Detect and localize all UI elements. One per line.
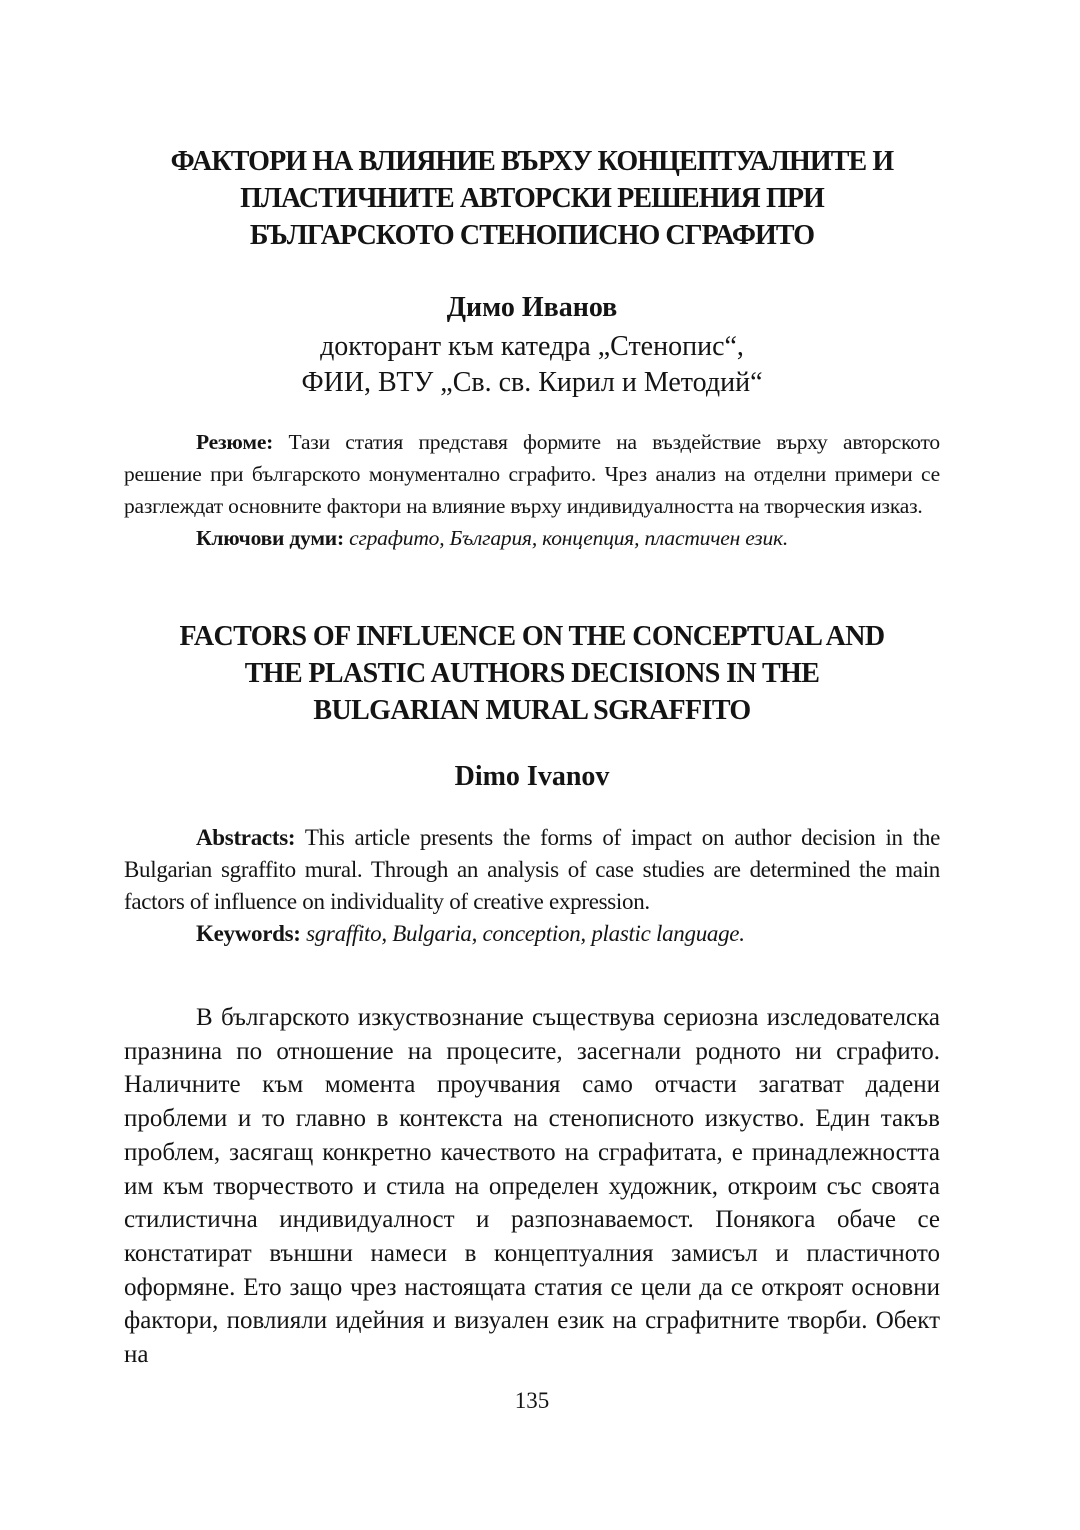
keywords-bg-label: Ключови думи:: [196, 526, 344, 550]
body-text: [124, 1001, 940, 1372]
title-bulgarian: [124, 143, 940, 254]
title-bg-line-1: ФАКТОРИ НА ВЛИЯНИЕ ВЪРХУ КОНЦЕПТУАЛНИТЕ И: [170, 146, 894, 177]
keywords-bg: [124, 522, 940, 554]
title-en-line-3: BULGARIAN MURAL SGRAFFITO: [313, 695, 751, 726]
keywords-en-label: Keywords:: [196, 921, 301, 946]
title-bg-line-2: ПЛАСТИЧНИТЕ АВТОРСКИ РЕШЕНИЯ ПРИ: [240, 183, 824, 214]
abstract-bg-block: [124, 426, 940, 554]
affiliation-line-2: ФИИ, ВТУ „Св. св. Кирил и Методий“: [301, 367, 763, 398]
abstract-bg: [124, 426, 940, 522]
abstract-en-block: [124, 822, 940, 950]
title-english: [124, 618, 940, 729]
affiliation-bg: [124, 329, 940, 401]
keywords-en: [124, 918, 940, 950]
author-name-bg: Димо Иванов: [446, 292, 618, 323]
abstract-en: [124, 822, 940, 918]
keywords-bg-text: сграфито, България, концепция, пластичен език.: [343, 526, 789, 550]
author-name-en: Dimo Ivanov: [454, 761, 610, 792]
title-en-line-2: THE PLASTIC AUTHORS DECISIONS IN THE: [244, 658, 820, 689]
title-en-line-1: FACTORS OF INFLUENCE ON THE CONCEPTUAL AND: [179, 621, 885, 652]
abstract-en-label: Abstracts:: [196, 825, 296, 850]
keywords-en-text: sgraffito, Bulgaria, conception, plastic language.: [300, 921, 745, 946]
abstract-bg-label: Резюме:: [196, 430, 274, 454]
body-paragraph: В българското изкуствознание съществува сериозна изследователска празнина по отношение на процесите, засегнали родното ни сграфито. Наличните към момента проучвания само отчасти загатват дадени проблеми и то главно в контекста на стенописното изкуство. Един такъв проблем, засягащ конкретно качеството на сграфитата, е принадлежността им към творчеството и стила на определен художник, откроим със своята стилистична индивидуалност и разпознаваемост. Понякога обаче се констатират външни намеси в концептуалния замисъл и пластичното оформяне. Ето защо чрез настоящата статия се цели да се откроят основни фактори, повлияли идейния и визуален език на сграфитните творби. Обект на: [124, 1004, 940, 1369]
title-bg-line-3: БЪЛГАРСКОТО СТЕНОПИСНО СГРАФИТО: [249, 220, 815, 251]
page-number: 135: [514, 1388, 550, 1413]
affiliation-line-1: докторант към катедра „Стенопис“,: [320, 331, 744, 362]
abstract-en-text: This article presents the forms of impact on author decision in the Bulgarian sgraffito mural. Through an analysis of case studies are determined the main factors of influence on individuality of creative expression.: [124, 825, 940, 914]
abstract-bg-text: Тази статия представя формите на въздействие върху авторското решение при българското монументално сграфито. Чрез анализ на отделни примери се разглеждат основните фактори на влияние върху индивидуалността на творческия изказ.: [124, 430, 940, 518]
